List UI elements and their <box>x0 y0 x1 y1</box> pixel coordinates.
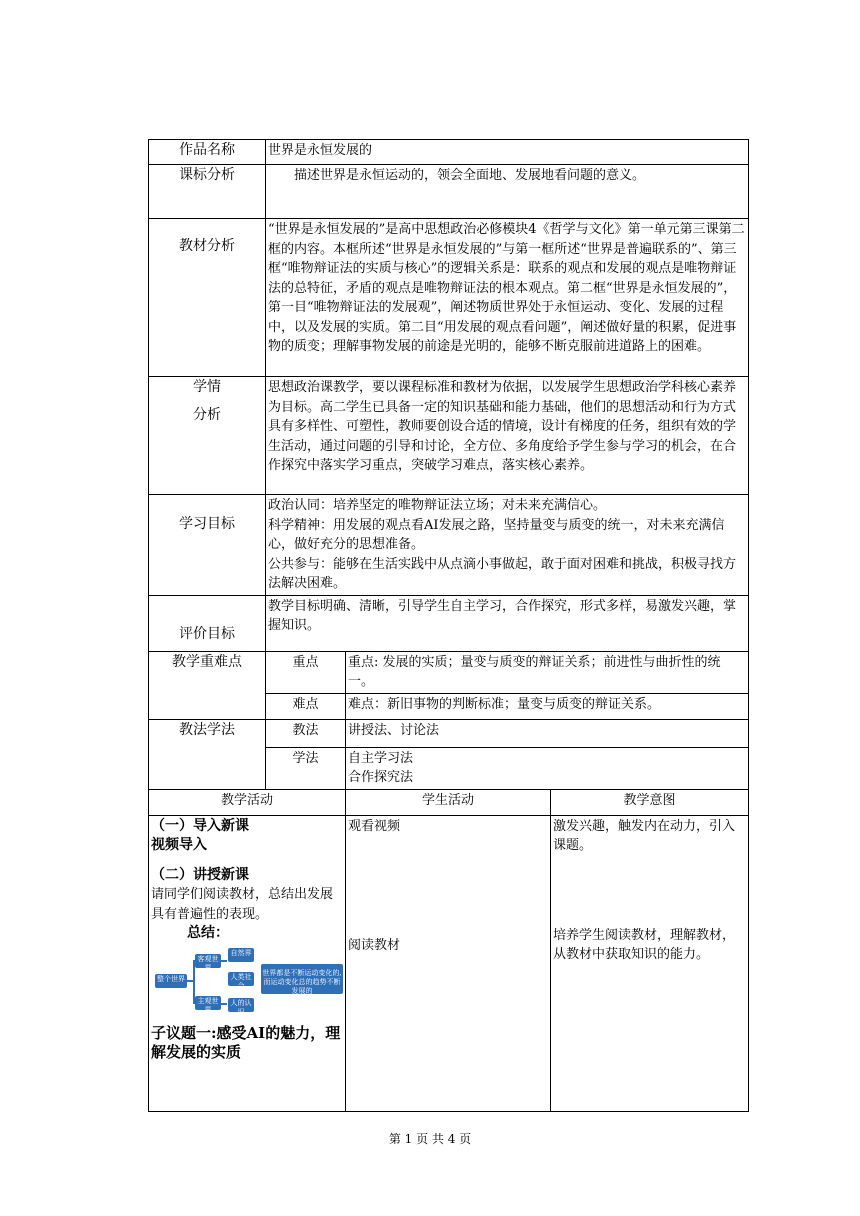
objective-3: 公共参与：能够在生活实践中从点滴小事做起，敢于面对困难和挑战，积极寻找方法解决困难。 <box>268 556 737 591</box>
world-development-diagram <box>153 948 343 1018</box>
row-textbook <box>149 219 749 377</box>
row-objectives <box>149 495 749 596</box>
diagram-subjective: 主观世界 <box>195 996 221 1010</box>
learn-value-1: 自主学习法 <box>348 750 414 766</box>
hard-value: 难点：新旧事物的判断标准；量变与质变的辩证关系。 <box>346 693 749 719</box>
evaluation-label: 评价目标 <box>149 595 266 651</box>
activity-header-row <box>149 789 749 815</box>
teach-value: 讲授法、讨论法 <box>346 719 749 747</box>
diagram-line <box>221 960 227 962</box>
activity-header-student: 学生活动 <box>346 789 551 815</box>
row-learner <box>149 377 749 495</box>
key-value: 重点: 发展的实质；量变与质变的辩证关系；前进性与曲折性的统一。 <box>346 651 749 693</box>
page-footer: 第 1 页 共 4 页 <box>388 1132 472 1146</box>
diagram-nature-world: 自然界 <box>228 948 254 962</box>
intro-title: （一）导入新课 <box>151 817 249 834</box>
lesson-plan-table <box>148 139 749 1112</box>
teach-label: 教法 <box>266 719 346 747</box>
intent-1: 激发兴趣，触发内在动力，引入课题。 <box>553 818 736 853</box>
diagram-human-society: 人类社会 <box>228 972 254 986</box>
learner-label-2: 分析 <box>193 406 221 423</box>
learner-value: 思想政治课教学，要以课程标准和教材为依据，以发展学生思想政治学科核心素养为目标。高二学生已具备一定的知识基础和能力基础，他们的思想活动和行为方式具有多样性、可塑性，教师要创设合适的情境，设计有梯度的任务，组织有效的学生活动，通过问题的引导和讨论，全方位、多角度给予学生参与学习的机会，在合作探究中落实学习重点，突破学习难点，落实核心素养。 <box>266 377 749 495</box>
objectives-label: 学习目标 <box>149 495 266 596</box>
curriculum-label: 课标分析 <box>149 165 266 219</box>
curriculum-value: 描述世界是永恒运动的，领会全面地、发展地看问题的意义。 <box>266 165 749 219</box>
diagram-conclusion: 世界都是不断运动变化的,而运动变化总的趋势不断发展的 <box>261 964 343 994</box>
activity-row <box>149 815 749 1111</box>
learn-value-2: 合作探究法 <box>348 770 414 785</box>
row-key <box>149 651 749 693</box>
student-activity-1: 观看视频 <box>348 818 401 834</box>
activity-header-intent: 教学意图 <box>551 789 749 815</box>
learn-value <box>346 747 749 789</box>
diagram-root: 整个世界 <box>155 974 187 988</box>
objectives-value <box>266 495 749 596</box>
new-lesson-text: 请同学们阅读教材，总结出发展具有普遍性的表现。 <box>151 887 334 922</box>
new-lesson-title: （二）讲授新课 <box>151 866 249 883</box>
key-label: 重点 <box>266 651 346 693</box>
objective-1: 政治认同：培养坚定的唯物辩证法立场；对未来充满信心。 <box>268 498 607 513</box>
methods-label: 教法学法 <box>149 719 266 789</box>
teaching-activity-cell <box>149 815 346 1111</box>
title-value: 世界是永恒发展的 <box>266 140 749 165</box>
activity-header-teaching: 教学活动 <box>149 789 346 815</box>
row-curriculum <box>149 165 749 219</box>
title-label: 作品名称 <box>149 140 266 165</box>
diagram-nature: 客观世界 <box>195 954 221 968</box>
sub-topic-one: 子议题一:感受AI的魅力，理解发展的实质 <box>151 1023 341 1061</box>
learner-label <box>149 377 266 495</box>
row-teach <box>149 719 749 747</box>
intent-cell <box>551 815 749 1111</box>
textbook-value: “世界是永恒发展的”是高中思想政治必修模块4《哲学与文化》第一单元第三课第二框的内容。本框所述“世界是永恒发展的”与第一框所述“世界是普遍联系的”、第三框“唯物辩证法的实质与核心”的逻辑关系是：联系的观点和发展的观点是唯物辩证法的总特征，矛盾的观点是唯物辩证法的根本观点。第二框“世界是永恒发展的”，第一目“唯物辩证法的发展观”，阐述物质世界处于永恒运动、变化、发展的过程中，以及发展的实质。第二目“用发展的观点看问题”，阐述做好量的积累，促进事物的质变；理解事物发展的前途是光明的，能够不断克服前进道路上的困难。 <box>266 219 749 377</box>
textbook-label: 教材分析 <box>149 219 266 377</box>
objective-2: 科学精神：用发展的观点看AI发展之路，坚持量变与质变的统一，对未来充满信心，做好充分的思想准备。 <box>268 517 725 552</box>
row-evaluation <box>149 595 749 651</box>
row-title <box>149 140 749 165</box>
keypoints-label: 教学重难点 <box>149 651 266 719</box>
student-activity-cell <box>346 815 551 1111</box>
learner-label-1: 学情 <box>193 379 221 395</box>
diagram-human-cognition: 人的认识 <box>228 998 254 1012</box>
evaluation-value: 教学目标明确、清晰，引导学生自主学习，合作探究，形式多样，易激发兴趣，掌握知识。 <box>266 595 749 651</box>
learn-label: 学法 <box>266 747 346 789</box>
intent-2: 培养学生阅读教材，理解教材，从教材中获取知识的能力。 <box>553 927 736 962</box>
student-activity-2: 阅读教材 <box>348 938 401 953</box>
diagram-line <box>221 1003 227 1005</box>
hard-label: 难点 <box>266 693 346 719</box>
intro-sub: 视频导入 <box>151 837 207 853</box>
summary-label: 总结： <box>187 925 229 941</box>
